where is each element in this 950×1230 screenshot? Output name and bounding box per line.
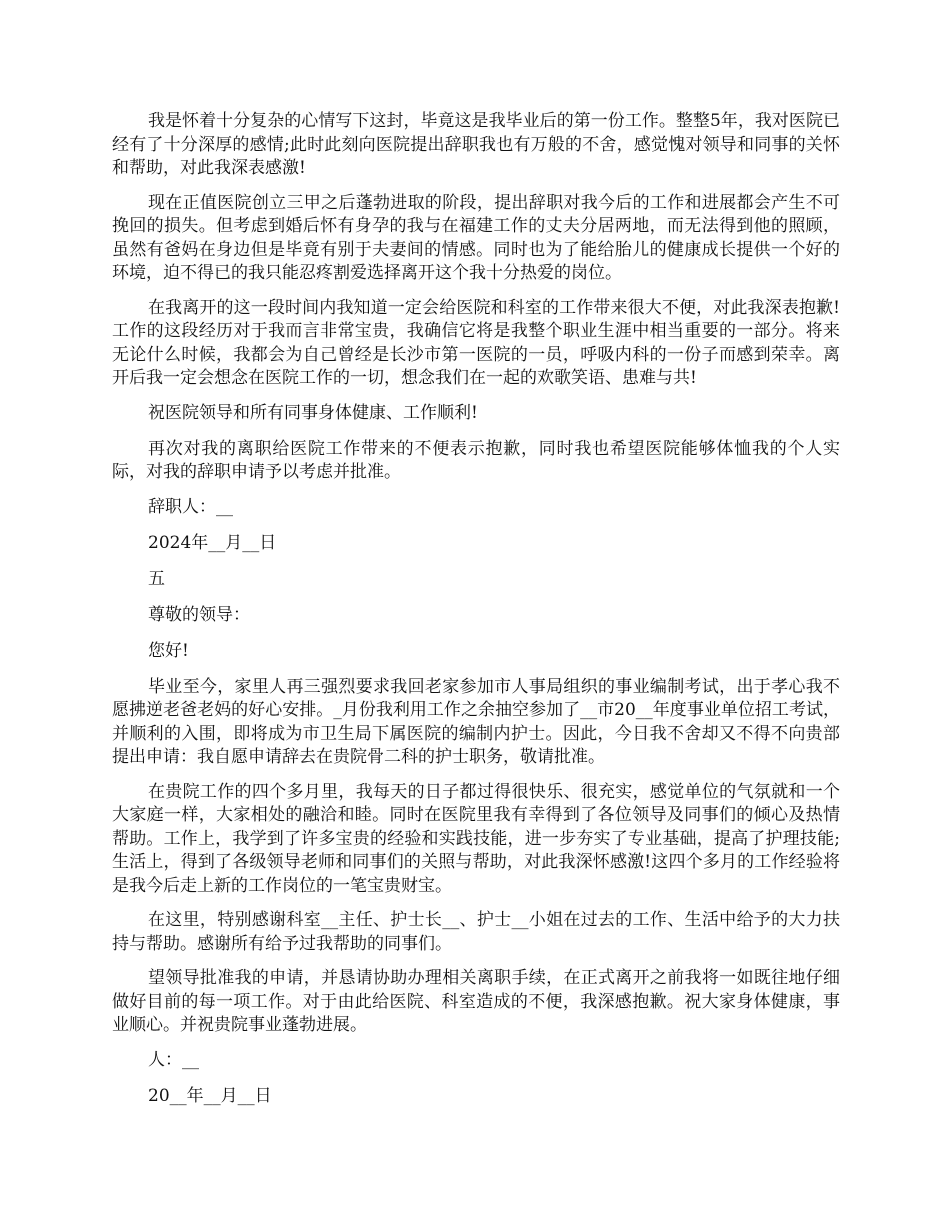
date-line-2: 20__年__月__日 <box>148 1085 272 1106</box>
greeting: 您好! <box>148 640 189 661</box>
paragraph-5: 再次对我的离职给医院工作带来的不便表示抱歉，同时我也希望医院能够体恤我的个人实际，对我的辞职申请予以考虑并批准。 <box>112 438 840 482</box>
signature-line: 辞职人：__ <box>148 496 233 517</box>
paragraph-12: 在贵院工作的四个多月里，我每天的日子都过得很快乐、很充实，感觉单位的气氛就和一个大家庭一样，大家相处的融洽和睦。同时在医院里我有幸得到了各位领导及同事们的倾心及热情帮助。工作上，我学到了许多宝贵的经验和实践技能，进一步夯实了专业基础，提高了护理技能;生活上，得到了各级领导老师和同事们的关照与帮助，对此我深怀感激!这四个多月的工作经验将是我今后走上新的工作岗位的一笔宝贵财宝。 <box>112 781 840 896</box>
date-line: 2024年__月__日 <box>148 532 277 553</box>
section-number: 五 <box>148 568 165 589</box>
paragraph-13: 在这里，特别感谢科室__主任、护士长__、护士__小姐在过去的工作、生活中给予的大力扶持与帮助。感谢所有给予过我帮助的同事们。 <box>112 910 840 954</box>
signature-line-2: 人：__ <box>148 1049 199 1070</box>
paragraph-3: 在我离开的这一段时间内我知道一定会给医院和科室的工作带来很大不便，对此我深表抱歉!工作的这段经历对于我而言非常宝贵，我确信它将是我整个职业生涯中相当重要的一部分。将来无论什么时候，我都会为自己曾经是长沙市第一医院的一员，呼吸内科的一份子而感到荣幸。离开后我一定会想念在医院工作的一切，想念我们在一起的欢歌笑语、患难与共! <box>112 297 840 388</box>
paragraph-2: 现在正值医院创立三甲之后蓬勃进取的阶段，提出辞职对我今后的工作和进展都会产生不可挽回的损失。但考虑到婚后怀有身孕的我与在福建工作的丈夫分居两地，而无法得到他的照顾，虽然有爸妈在身边但是毕竟有别于夫妻间的情感。同时也为了能给胎儿的健康成长提供一个好的环境，迫不得已的我只能忍疼割爱选择离开这个我十分热爱的岗位。 <box>112 192 840 283</box>
paragraph-11: 毕业至今，家里人再三强烈要求我回老家参加市人事局组织的事业编制考试，出于孝心我不愿拂逆老爸老妈的好心安排。_月份我利用工作之余抽空参加了__市20__年度事业单位招工考试，并顺利的入围，即将成为市卫生局下属医院的编制内护士。因此，今日我不舍却又不得不向贵部提出申请：我自愿申请辞去在贵院骨二科的护士职务，敬请批准。 <box>112 676 840 767</box>
paragraph-1: 我是怀着十分复杂的心情写下这封，毕竟这是我毕业后的第一份工作。整整5年，我对医院已经有了十分深厚的感情;此时此刻向医院提出辞职我也有万般的不舍，感觉愧对领导和同事的关怀和帮助，对此我深表感激! <box>112 111 840 178</box>
paragraph-14: 望领导批准我的申请，并恳请协助办理相关离职手续，在正式离开之前我将一如既往地仔细做好目前的每一项工作。对于由此给医院、科室造成的不便，我深感抱歉。祝大家身体健康，事业顺心。并祝贵院事业蓬勃进展。 <box>112 968 840 1035</box>
paragraph-wishes: 祝医院领导和所有同事身体健康、工作顺利! <box>148 402 478 423</box>
document-page <box>112 110 840 1121</box>
salutation: 尊敬的领导： <box>148 604 250 625</box>
